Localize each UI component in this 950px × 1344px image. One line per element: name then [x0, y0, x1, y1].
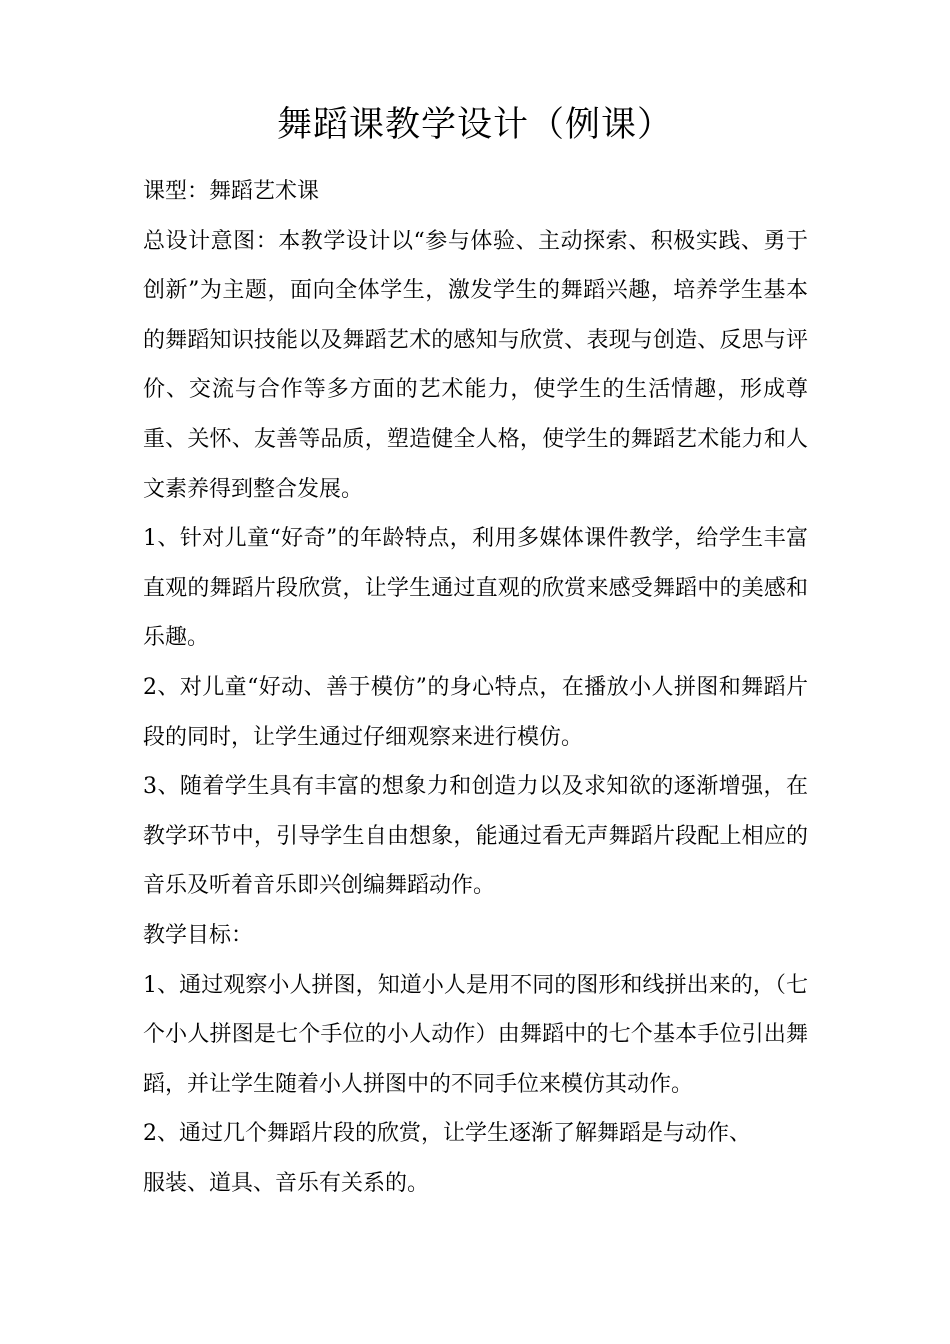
design-intent-paragraph: 总设计意图：本教学设计以“参与体验、主动探索、积极实践、勇于创新”为主题，面向全体学生，激发学生的舞蹈兴趣，培养学生基本的舞蹈知识技能以及舞蹈艺术的感知与欣赏、表现与创造、反思与评价、交流与合作等多方面的艺术能力，使学生的生活情趣，形成尊重、关怀、友善等品质，塑造健全人格，使学生的舞蹈艺术能力和人文素养得到整合发展。 — [143, 228, 808, 502]
design-point-1: 1、针对儿童“好奇”的年龄特点，利用多媒体课件教学，给学生丰富直观的舞蹈片段欣赏，让学生通过直观的欣赏来感受舞蹈中的美感和乐趣。 — [143, 526, 808, 651]
teaching-goal-2: 2、通过几个舞蹈片段的欣赏，让学生逐渐了解舞蹈是与动作、 — [143, 1121, 751, 1147]
document-title: 舞蹈课教学设计（例课） — [276, 105, 673, 145]
design-point-3: 3、随着学生具有丰富的想象力和创造力以及求知欲的逐渐增强，在教学环节中，引导学生自由想象，能通过看无声舞蹈片段配上相应的音乐及听着音乐即兴创编舞蹈动作。 — [143, 774, 808, 899]
teaching-goals-heading: 教学目标： — [143, 922, 254, 948]
teaching-goal-1: 1、通过观察小人拼图，知道小人是用不同的图形和线拼出来的，（七个小人拼图是七个手位的小人动作）由舞蹈中的七个基本手位引出舞蹈，并让学生随着小人拼图中的不同手位来模仿其动作。 — [143, 972, 808, 1097]
document-body — [143, 167, 808, 1208]
design-point-2: 2、对儿童“好动、善于模仿”的身心特点，在播放小人拼图和舞蹈片段的同时，让学生通过仔细观察来进行模仿。 — [143, 674, 808, 750]
teaching-goal-2-continued: 服装、道具、音乐有关系的。 — [143, 1170, 430, 1196]
course-type-line: 课型：舞蹈艺术课 — [143, 179, 320, 204]
